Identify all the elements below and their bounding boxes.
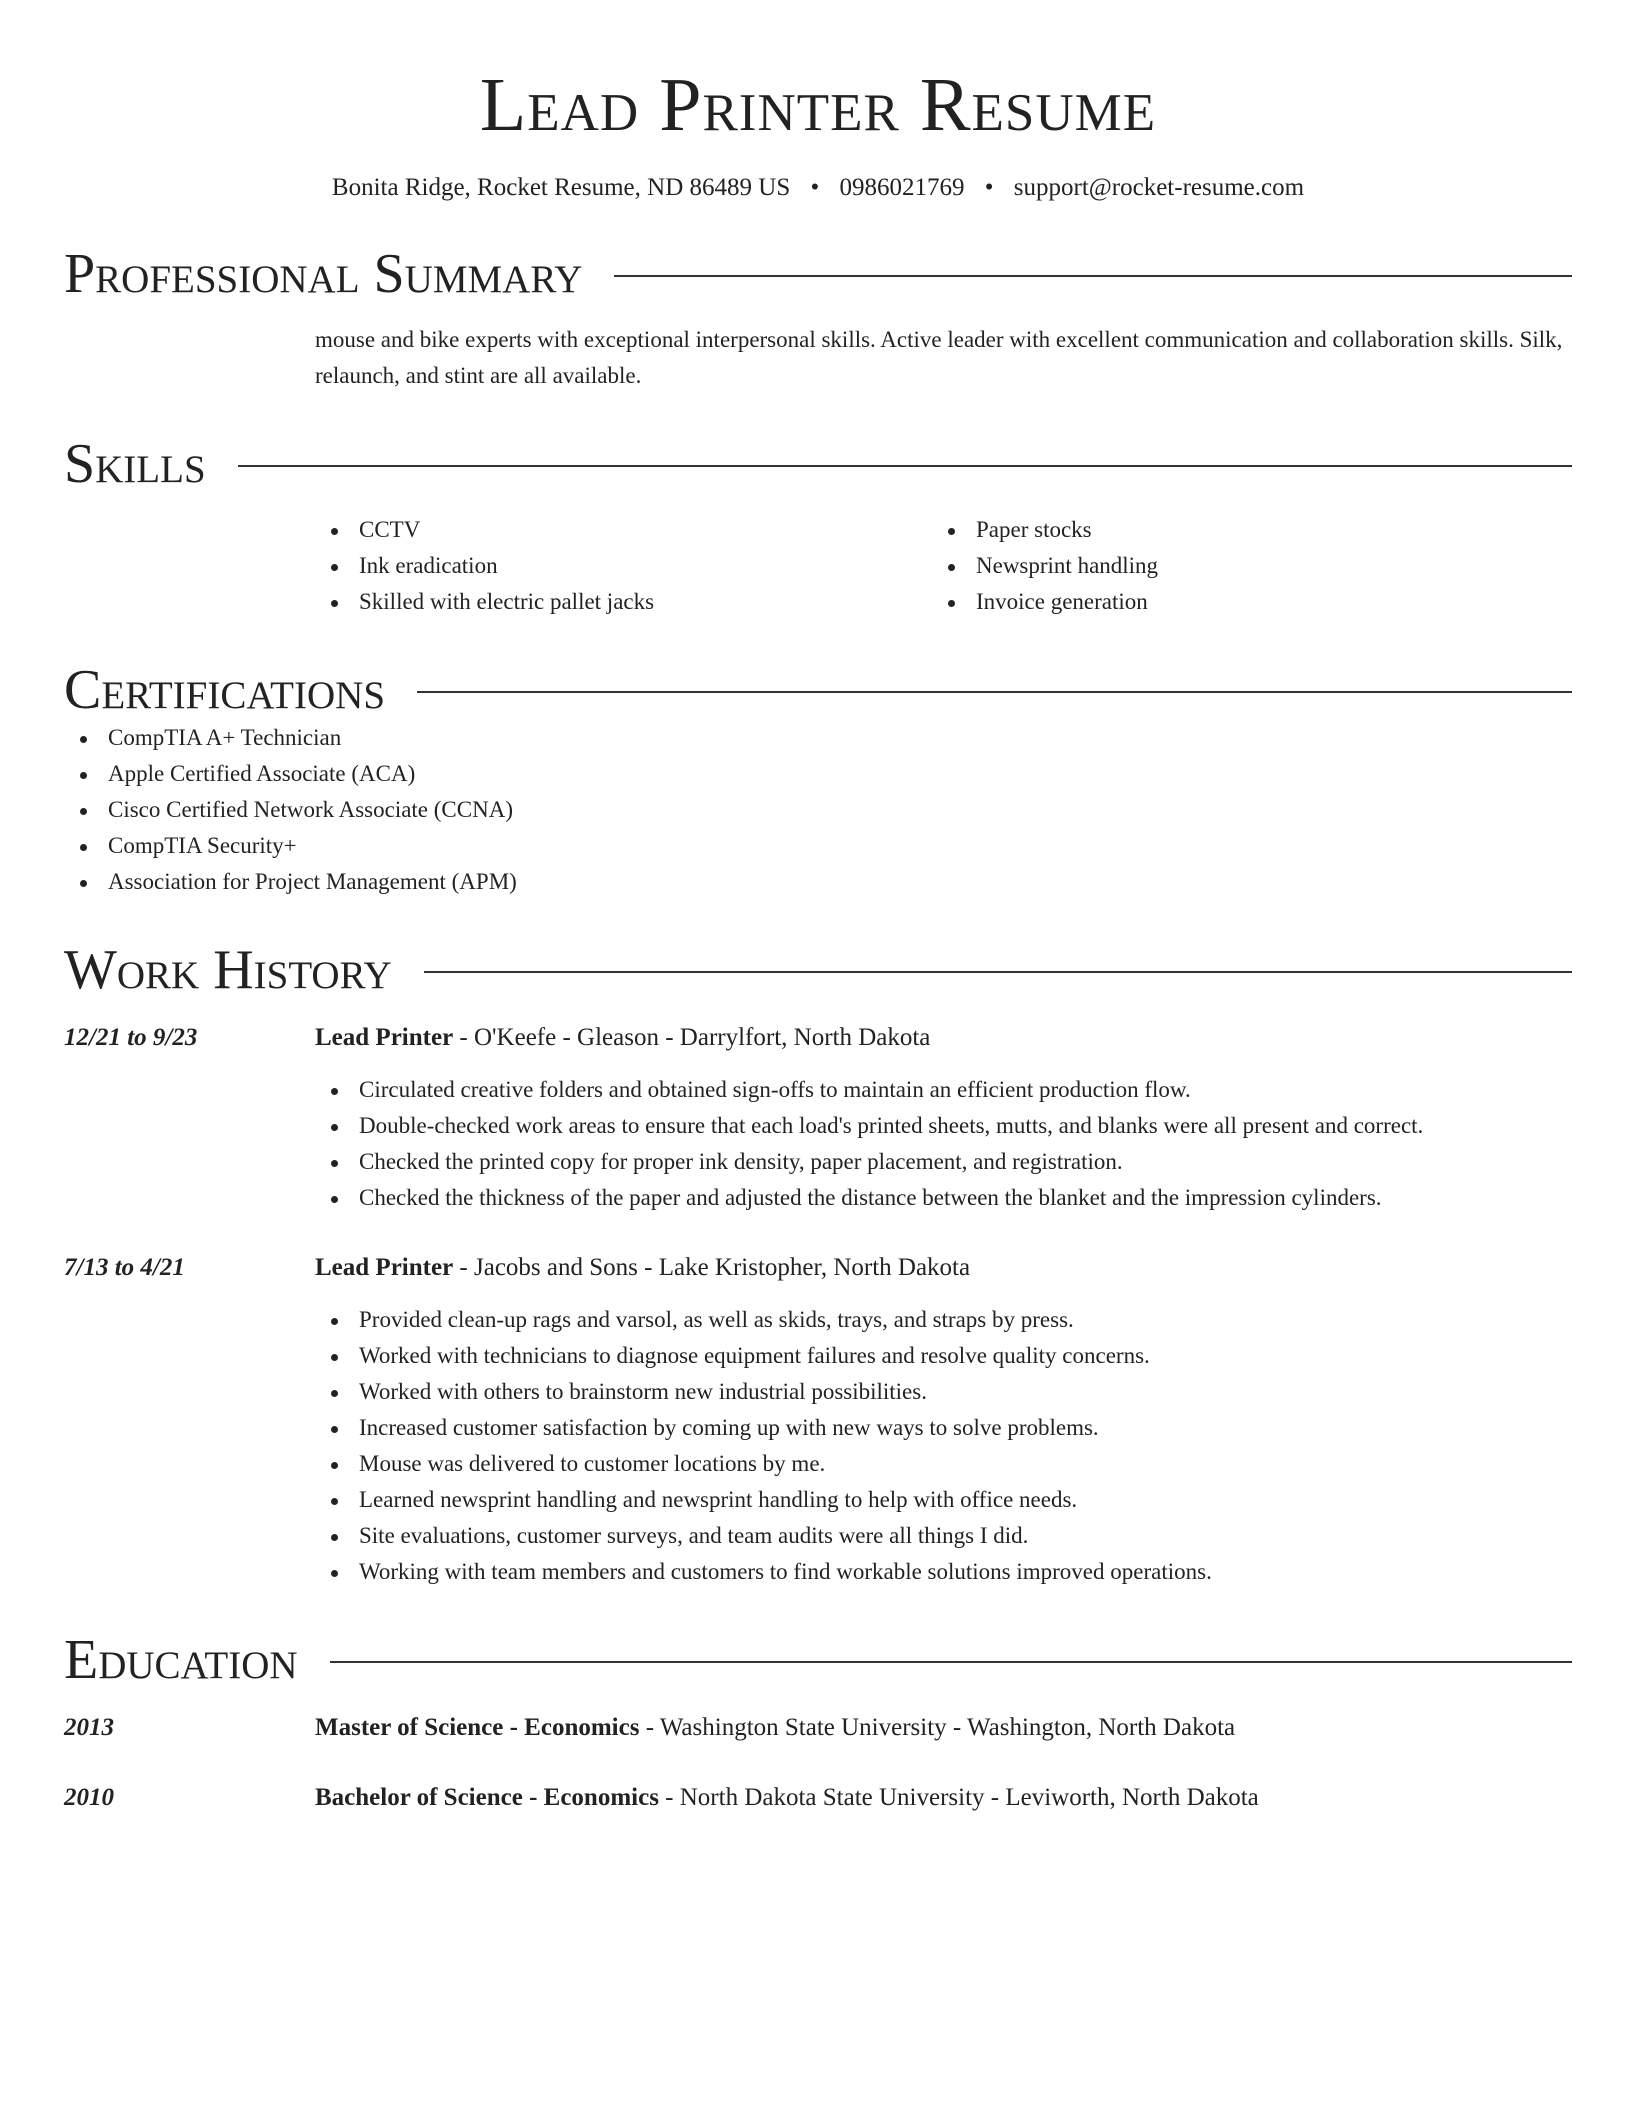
education-year: 2010 [64,1784,114,1811]
skill-item: Paper stocks [932,512,1549,548]
job-bullet: Provided clean-up rags and varsol, as well as skids, trays, and straps by press. [315,1302,1572,1338]
job-employer: - O'Keefe - Gleason - Darrylfort, North Dakota [453,1024,931,1051]
contact-separator: • [984,174,994,201]
job-employer: - Jacobs and Sons - Lake Kristopher, North Dakota [453,1254,971,1281]
job-bullet: Increased customer satisfaction by coming up with new ways to solve problems. [315,1410,1572,1446]
job-bullet: Working with team members and customers to find workable solutions improved operations. [315,1554,1572,1590]
contact-email[interactable]: support@rocket-resume.com [1013,174,1305,201]
skills-list [315,512,1572,620]
job-detail [315,1020,1572,1216]
job-bullet: Mouse was delivered to customer locations by me. [315,1446,1572,1482]
contact-address: Bonita Ridge, Rocket Resume, ND 86489 US [331,174,791,201]
job-bullets [315,1072,1572,1216]
job-bullet: Site evaluations, customer surveys, and team audits were all things I did. [315,1518,1572,1554]
job-heading [315,1020,1572,1056]
page-title: Lead Printer Resume [479,63,1157,147]
skill-item: CCTV [315,512,932,548]
education-degree: Bachelor of Science - Economics [315,1784,659,1811]
section-divider [330,1661,1572,1663]
contact-separator: • [810,174,820,201]
job-bullet: Worked with technicians to diagnose equipment failures and resolve quality concerns. [315,1338,1572,1374]
education-school: - Washington State University - Washington, North Dakota [639,1714,1236,1741]
job-bullet: Checked the thickness of the paper and adjusted the distance between the blanket and the impression cylinders. [315,1180,1572,1216]
job-dates: 12/21 to 9/23 [64,1024,198,1051]
education-degree: Master of Science - Economics [315,1714,640,1741]
certification-item: Apple Certified Associate (ACA) [64,756,1572,792]
certification-item: CompTIA Security+ [64,828,1572,864]
skill-item: Invoice generation [932,584,1549,620]
section-divider [417,691,1572,693]
section-divider [614,275,1572,277]
job-bullet: Circulated creative folders and obtained sign-offs to maintain an efficient production flow. [315,1072,1572,1108]
summary-heading: Professional Summary [64,243,583,305]
resume-page [64,0,1572,1816]
job-role: Lead Printer [315,1024,454,1051]
certification-item: CompTIA A+ Technician [64,720,1572,756]
job-entry [64,1250,1572,1590]
section-divider [238,465,1572,467]
job-bullets [315,1302,1572,1590]
skills-section-header [64,434,1572,494]
education-entry [64,1780,1572,1816]
certification-item: Association for Project Management (APM) [64,864,1572,900]
work-history-section-header [64,940,1572,1000]
contact-line [64,172,1572,204]
job-bullet: Double-checked work areas to ensure that each load's printed sheets, mutts, and blanks were all present and correct. [315,1108,1572,1144]
job-bullet: Learned newsprint handling and newsprint handling to help with office needs. [315,1482,1572,1518]
summary-section-header [64,244,1572,304]
certifications-section-header [64,660,1572,720]
education-heading-line [315,1780,1259,1816]
job-bullet: Checked the printed copy for proper ink density, paper placement, and registration. [315,1144,1572,1180]
job-entry [64,1020,1572,1216]
job-role: Lead Printer [315,1254,454,1281]
job-detail [315,1250,1572,1590]
skill-item: Ink eradication [315,548,932,584]
certifications-heading: Certifications [64,659,386,721]
skills-column-right [932,512,1549,620]
certification-item: Cisco Certified Network Associate (CCNA) [64,792,1572,828]
skills-heading: Skills [64,433,206,495]
contact-phone: 0986021769 [839,174,965,201]
skills-column-left [315,512,932,620]
education-heading: Education [64,1629,298,1691]
section-divider [424,971,1572,973]
work-history-heading: Work History [64,939,392,1001]
education-year: 2013 [64,1714,114,1741]
job-heading [315,1250,1572,1286]
skill-item: Skilled with electric pallet jacks [315,584,932,620]
skill-item: Newsprint handling [932,548,1549,584]
education-school: - North Dakota State University - Leviworth, North Dakota [658,1784,1259,1811]
education-section-header [64,1630,1572,1690]
education-entry [64,1710,1572,1746]
summary-text: mouse and bike experts with exceptional interpersonal skills. Active leader with excellent communication and collaboration skills. Silk, relaunch, and stint are all available. [315,327,1563,388]
education-heading-line [315,1710,1235,1746]
job-bullet: Worked with others to brainstorm new industrial possibilities. [315,1374,1572,1410]
certifications-list [64,720,1572,900]
job-dates: 7/13 to 4/21 [64,1254,185,1281]
